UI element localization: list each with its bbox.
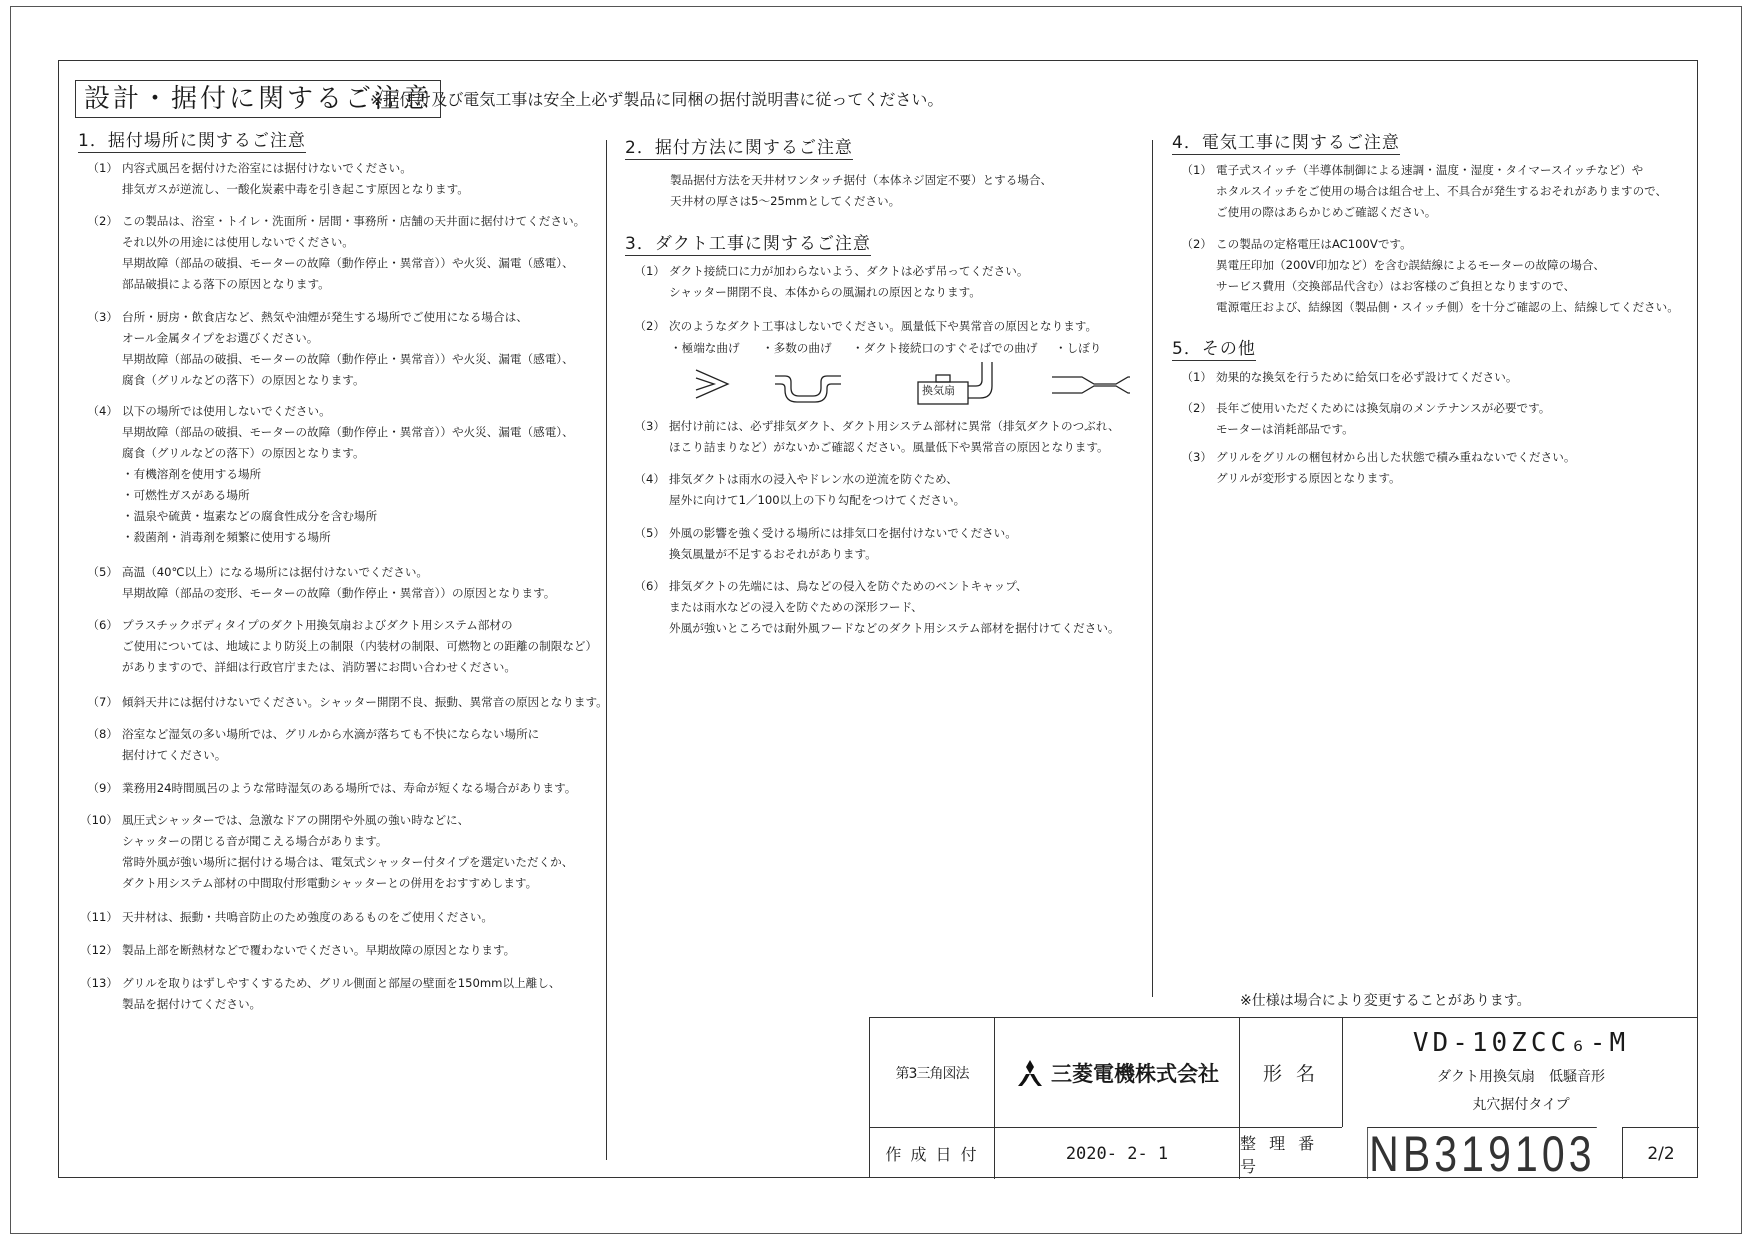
diagram-label-sharp-bend: ・極端な曲げ — [670, 341, 740, 355]
item-text: 台所・厨房・飲食店など、熱気や油煙が発生する場所でご使用になる場合は、 オール金属タイプをお選びください。 早期故障（部品の破損、モーターの故障（動作停止・異常音））や火災、漏電（感電）、 腐食（グリルなどの落下）の原因となります。 — [122, 310, 574, 387]
item-text: グリルを取りはずしやすくするため、グリル側面と部屋の壁面を150mm以上離し、 製品を据付けてください。 — [122, 976, 561, 1011]
s5-item-3 — [1172, 447, 1575, 489]
item-number: （7） — [87, 695, 118, 709]
item-number: （5） — [634, 526, 665, 540]
s3-item-4 — [625, 469, 965, 511]
item-text: 外風の影響を強く受ける場所には排気口を据付けないでください。 換気風量が不足するおそれがあります。 — [669, 526, 1017, 561]
item-text: 風圧式シャッターでは、急激なドアの開閉や外風の強い時などに、 シャッターの閉じる音が聞こえる場合があります。 常時外風が強い場所に据付ける場合は、電気式シャッター付タイプを選定いただくか、 ダクト用システム部材の中間取付形電動シャッターとの併用をおすすめします。 — [122, 813, 574, 890]
constriction-icon — [1052, 377, 1130, 393]
item-number: （2） — [1181, 237, 1212, 251]
item-number: （12） — [80, 943, 118, 957]
item-number: （9） — [87, 781, 118, 795]
spec-change-note: ※仕様は場合により変更することがあります。 — [1240, 993, 1531, 1009]
date-label: 作 成 日 付 — [870, 1127, 994, 1179]
multi-bend-icon — [775, 376, 841, 402]
s1-item-7 — [78, 692, 608, 713]
item-number: （4） — [634, 472, 665, 486]
creation-date: 2020- 2- 1 — [994, 1127, 1239, 1179]
item-number: （3） — [1181, 450, 1212, 464]
s1-item-1 — [78, 158, 469, 200]
section4-heading: 4．電気工事に関するご注意 — [1172, 128, 1400, 155]
s1-item-6 — [78, 615, 597, 678]
model-number: VD-10ZCC₆-M — [1412, 1028, 1630, 1058]
item-text: グリルをグリルの梱包材から出した状態で積み重ねないでください。 グリルが変形する原因となります。 — [1216, 450, 1576, 485]
s1-item-12 — [78, 940, 515, 961]
item-number: （2） — [87, 214, 118, 228]
mitsubishi-logo-icon — [1015, 1060, 1045, 1086]
section5-heading: 5．その他 — [1172, 334, 1256, 361]
item-text: プラスチックボディタイプのダクト用換気扇およびダクト用システム部材の ご使用については、地域により防災上の制限（内装材の制限、可燃物との距離の制限など） がありますので、詳細は行政官庁または、消防署にお問い合わせください。 — [122, 618, 598, 674]
item-text: 長年ご使用いただくためには換気扇のメンテナンスが必要です。 モーターは消耗部品です。 — [1216, 401, 1551, 436]
item-text: 業務用24時間風呂のような常時湿気のある場所では、寿命が短くなる場合があります。 — [122, 781, 577, 795]
item-text: 天井材は、振動・共鳴音防止のため強度のあるものをご使用ください。 — [122, 910, 494, 924]
section1-heading: 1．据付場所に関するご注意 — [78, 126, 306, 153]
s1-item-5 — [78, 562, 555, 604]
item-number: （6） — [634, 579, 665, 593]
item-text: 排気ダクトは雨水の浸入やドレン水の逆流を防ぐため、 屋外に向けて1／100以上の下り勾配をつけてください。 — [669, 472, 966, 507]
s3-item-5 — [625, 523, 1017, 565]
s4-item-1 — [1172, 160, 1667, 223]
item-number: （1） — [634, 264, 665, 278]
diagram-label-near-bend: ・ダクト接続口のすぐそばでの曲げ — [852, 341, 1038, 355]
title-block — [869, 1017, 1698, 1182]
item-text: 次のようなダクト工事はしないでください。風量低下や異常音の原因となります。 — [669, 319, 1098, 333]
item-text: 効果的な換気を行うために給気口を必ず設けてください。 — [1216, 370, 1518, 384]
diagram-label-multi-bend: ・多数の曲げ — [762, 341, 832, 355]
s3-item-1 — [625, 261, 1028, 303]
item-number: （13） — [80, 976, 118, 990]
page-number: 2/2 — [1622, 1127, 1699, 1179]
item-number: （2） — [634, 319, 665, 333]
item-number: （8） — [87, 727, 118, 741]
s4-item-2 — [1172, 234, 1679, 318]
item-number: （1） — [1181, 370, 1212, 384]
item-text: 浴室など湿気の多い場所では、グリルから水滴が落ちても不快にならない場所に 据付けてください。 — [122, 727, 540, 762]
s1-item-10 — [78, 810, 573, 894]
model-label: 形 名 — [1239, 1018, 1342, 1127]
company-logo-cell — [994, 1018, 1239, 1127]
item-number: （2） — [1181, 401, 1212, 415]
product-type: 丸穴据付タイプ — [1472, 1097, 1570, 1113]
item-number: （5） — [87, 565, 118, 579]
s3-item-2 — [625, 316, 1097, 337]
item-number: （4） — [87, 404, 118, 418]
item-text: 高温（40℃以上）になる場所には据付けないでください。 早期故障（部品の変形、モーターの故障（動作停止・異常音））の原因となります。 — [122, 565, 556, 600]
item-text: 以下の場所では使用しないでください。 早期故障（部品の破損、モーターの故障（動作停止・異常音））や火災、漏電（感電）、 腐食（グリルなどの落下）の原因となります。 ・有機溶剤を使用する場所 ・可燃性ガスがある場所 ・温泉や硫黄・塩素などの腐食性成分を含む場所 ・殺菌剤・消毒剤を頻繁に使用する場所 — [122, 404, 574, 544]
fan-label: 換気扇 — [922, 384, 955, 397]
section3-heading: 3．ダクト工事に関するご注意 — [625, 229, 871, 256]
item-text: 内容式風呂を据付けた浴室には据付けないでください。 排気ガスが逆流し、一酸化炭素中毒を引き起こす原因となります。 — [122, 161, 469, 196]
column-divider-2 — [1152, 140, 1153, 997]
s1-item-13 — [78, 973, 560, 1015]
item-number: （3） — [87, 310, 118, 324]
safety-notice: ※据付け及び電気工事は安全上必ず製品に同梱の据付説明書に従ってください。 — [370, 90, 944, 109]
item-number: （1） — [1181, 163, 1212, 177]
s1-item-4 — [78, 401, 574, 548]
item-text: 傾斜天井には据付けないでください。シャッター開閉不良、振動、異常音の原因となります。 — [122, 695, 608, 709]
s1-item-9 — [78, 778, 576, 799]
item-text: 据付け前には、必ず排気ダクト、ダクト用システム部材に異常（排気ダクトのつぶれ、 ほこり詰まりなど）がないかご確認ください。風量低下や異常音の原因となります。 — [669, 419, 1120, 454]
company-name: 三菱電機株式会社 — [1051, 1061, 1219, 1086]
item-number: （6） — [87, 618, 118, 632]
section2-text: 製品据付方法を天井材ワンタッチ据付（本体ネジ固定不要）とする場合、 天井材の厚さは5～25mmとしてください。 — [670, 173, 1053, 208]
s1-item-11 — [78, 907, 493, 928]
item-text: 排気ダクトの先端には、鳥などの侵入を防ぐためのベントキャップ、 または雨水などの浸入を防ぐための深形フード、 外風が強いところでは耐外風フードなどのダクト用システム部材を据付けてください。 — [669, 579, 1120, 635]
item-number: （10） — [80, 813, 118, 827]
product-name: ダクト用換気扇 低騒音形 — [1437, 1069, 1605, 1085]
item-number: （3） — [634, 419, 665, 433]
item-text: この製品の定格電圧はAC100Vです。 異電圧印加（200V印加など）を含む誤結線によるモーターの故障の場合、 サービス費用（交換部品代含む）はお客様のご負担となりますので、 電源電圧および、結線図（製品側・スイッチ側）を十分ご確認の上、結線してください。 — [1216, 237, 1679, 314]
duct-diagrams — [680, 362, 1130, 408]
s5-item-1 — [1172, 367, 1517, 388]
column-divider-1 — [606, 140, 607, 1160]
s1-item-8 — [78, 724, 539, 766]
item-number: （1） — [87, 161, 118, 175]
s3-item-6 — [625, 576, 1120, 639]
ref-label: 整 理 番 号 — [1239, 1127, 1342, 1179]
reference-number: NB319103 — [1369, 1125, 1596, 1182]
model-cell — [1342, 1018, 1699, 1127]
item-text: ダクト接続口に力が加わらないよう、ダクトは必ず吊ってください。 シャッター開閉不良、本体からの風漏れの原因となります。 — [669, 264, 1029, 299]
projection-method: 第3三角図法 — [895, 1065, 969, 1082]
sharp-bend-icon — [696, 370, 728, 398]
item-number: （11） — [80, 910, 118, 924]
section2-heading: 2．据付方法に関するご注意 — [625, 133, 853, 160]
s3-item-3 — [625, 416, 1120, 458]
diagram-label-constriction: ・しぼり — [1055, 341, 1102, 355]
item-text: 電子式スイッチ（半導体制御による速調・温度・湿度・タイマースイッチなど）や ホタルスイッチをご使用の場合は組合せ上、不具合が発生するおそれがありますので、 ご使用の際はあらかじめご確認ください。 — [1216, 163, 1668, 219]
item-text: この製品は、浴室・トイレ・洗面所・居間・事務所・店舗の天井面に据付けてください。 それ以外の用途には使用しないでください。 早期故障（部品の破損、モーターの故障（動作停止・異常音））や火災、漏電（感電）、 部品破損による落下の原因となります。 — [122, 214, 586, 291]
s5-item-2 — [1172, 398, 1550, 440]
page-title: 設計・据付に関するご注意 — [75, 80, 441, 118]
item-text: 製品上部を断熱材などで覆わないでください。早期故障の原因となります。 — [122, 943, 516, 957]
s1-item-2 — [78, 211, 585, 295]
s1-item-3 — [78, 307, 574, 391]
